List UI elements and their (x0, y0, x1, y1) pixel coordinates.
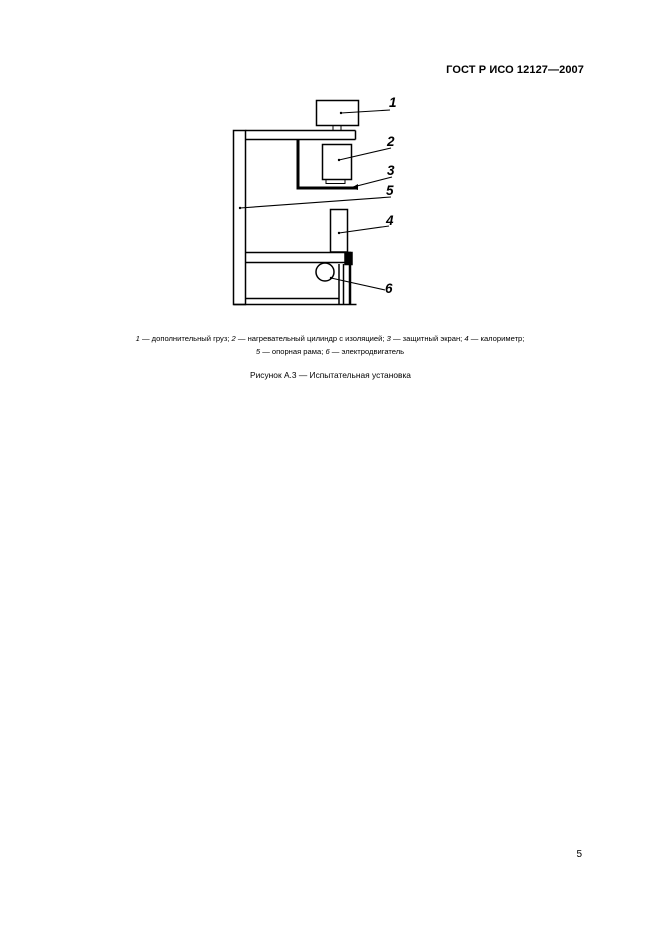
legend-number: 1 (135, 334, 140, 343)
legend-number: 4 (464, 334, 469, 343)
document-header: ГОСТ Р ИСО 12127—2007 (446, 64, 584, 76)
figure-label: 1 (389, 95, 397, 110)
figure-label: 2 (387, 134, 395, 149)
frame-upright (234, 131, 246, 305)
figure-label: 4 (386, 213, 394, 228)
legend-line (60, 346, 600, 359)
legend-text: — защитный экран; (390, 334, 465, 343)
legend-line (60, 333, 600, 346)
figure-caption: Рисунок А.3 — Испытательная установка (250, 370, 411, 380)
legend-number: 3 (386, 334, 391, 343)
leader-5 (240, 197, 391, 208)
legend-number: 6 (325, 346, 330, 356)
figure-label: 3 (387, 163, 395, 178)
test-apparatus-figure (215, 92, 415, 317)
heating-cylinder (323, 145, 352, 180)
legend-text: — электродвигатель (329, 346, 405, 356)
legend-text: — дополнительный груз; (139, 334, 232, 343)
legend-number: 2 (231, 334, 236, 343)
legend-text: — нагревательный цилиндр с изоляцией; (235, 334, 387, 343)
legend-text: — опорная рама; (260, 346, 326, 356)
legend-number: 5 (255, 346, 261, 356)
figure-label: 5 (386, 183, 394, 198)
legend-text: — калориметр; (468, 334, 525, 343)
calorimeter (331, 210, 348, 253)
table-block (345, 253, 352, 265)
page-number: 5 (576, 849, 582, 860)
figure-label: 6 (385, 281, 393, 296)
additional-weight (317, 101, 359, 126)
figure-legend (60, 333, 600, 358)
